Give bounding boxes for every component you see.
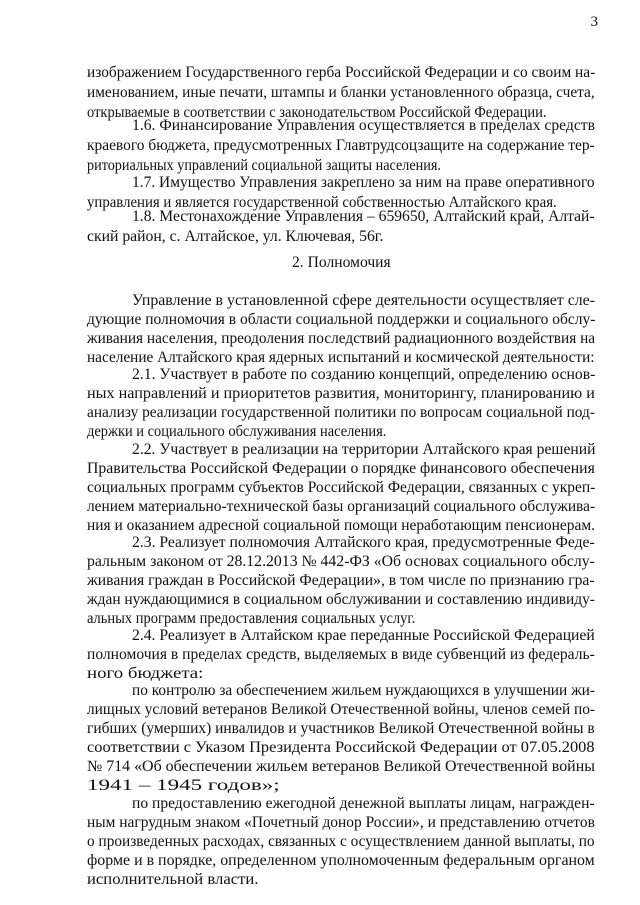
text-line: риториальных управлений социальной защиты населения. [87, 157, 441, 174]
text-line: лением материально-технической базы организаций социального обслужива- [87, 498, 596, 515]
text-line: 1941 – 1945 годов»; [87, 777, 280, 794]
text-line: дующие полномочия в области социальной поддержки и социального обслу- [87, 311, 596, 328]
text-line: форме и в порядке, определенном уполномоченным федеральным органом [87, 852, 595, 869]
text-line: живания граждан в Российской Федерации», в том числе по признанию гра- [87, 572, 595, 589]
text-line: 1.6. Финансирование Управления осуществляется в пределах средств [132, 117, 596, 134]
text-line: ным нагрудным знаком «Почетный донор России», и представлению отчетов [87, 814, 595, 831]
text-line: краевого бюджета, предусмотренных Главтрудсоцзащите на содержание тер- [87, 137, 595, 154]
text-line: анализу реализации государственной политики по вопросам социальной под- [87, 404, 595, 421]
text-line: № 714 «Об обеспечении жильем ветеранов Великой Отечественной войны [87, 758, 595, 775]
text-line: гибших (умерших) инвалидов и участников Великой Отечественной войны в [87, 720, 595, 737]
text-line: ский район, с. Алтайское, ул. Ключевая, 56г. [87, 228, 384, 245]
text-line: ного бюджета: [87, 665, 204, 682]
text-line: Управление в установленной сфере деятельности осуществляет сле- [132, 292, 595, 309]
text-line: лищных условий ветеранов Великой Отечественной войны, членов семей по- [87, 701, 596, 718]
text-line: 1.8. Местонахождение Управления – 659650, Алтайский край, Алтай- [132, 208, 595, 225]
text-line: живания населения, преодоления последствий радиационного воздействия на [87, 330, 596, 347]
text-line: 2.4. Реализует в Алтайском крае переданные Российской Федерацией [132, 627, 595, 644]
text-line: 2.2. Участвует в реализации на территории Алтайского края решений [132, 441, 596, 458]
text-line: ных направлений и приоритетов развития, мониторингу, планированию и [87, 385, 595, 402]
text-line: о произведенных расходах, связанных с осуществлением данной выплаты, по [87, 833, 595, 850]
page-number: 3 [590, 14, 598, 30]
text-line: полномочия в пределах средств, выделяемых в виде субвенций из федераль- [87, 646, 595, 663]
text-line: управления и является государственной собственностью Алтайского края. [87, 194, 557, 211]
text-line: открываемые в соответствии с законодательством Российской Федерации. [87, 104, 547, 121]
text-line: 2.1. Участвует в работе по созданию концепций, определению основ- [132, 366, 596, 383]
text-line: Правительства Российской Федерации о порядке финансового обеспечения [87, 460, 595, 477]
text-line: население Алтайского края ядерных испытаний и космической деятельности: [87, 349, 595, 366]
text-line: соответствии с Указом Президента Российской Федерации от 07.05.2008 [87, 739, 595, 756]
section-heading: 2. Полномочия [292, 254, 391, 271]
text-line: именованием, иные печати, штампы и бланки установленного образца, счета, [87, 84, 595, 101]
text-line: изображением Государственного герба Российской Федерации и со своим на- [87, 64, 596, 81]
text-line: ния и оказанием адресной социальной помощи неработающим пенсионерам. [87, 517, 595, 534]
text-line: держки и социального обслуживания населения. [87, 423, 387, 440]
text-line: исполнительной власти. [87, 871, 259, 888]
text-line: ральным законом от 28.12.2013 № 442-ФЗ «Об основах социального обслу- [87, 553, 595, 570]
text-line: 1.7. Имущество Управления закреплено за ним на праве оперативного [132, 174, 595, 191]
text-line: ждан нуждающимися в социальном обслуживании и составлению индивиду- [87, 591, 595, 608]
text-line: 2.3. Реализует полномочия Алтайского края, предусмотренные Феде- [132, 534, 595, 551]
text-line: альных программ предоставления социальных услуг. [87, 610, 416, 627]
text-line: социальных программ субъектов Российской Федерации, связанных с укреп- [87, 479, 596, 496]
text-line: по контролю за обеспечением жильем нуждающихся в улучшении жи- [132, 682, 596, 699]
text-line: по предоставлению ежегодной денежной выплаты лицам, награжден- [132, 795, 595, 812]
